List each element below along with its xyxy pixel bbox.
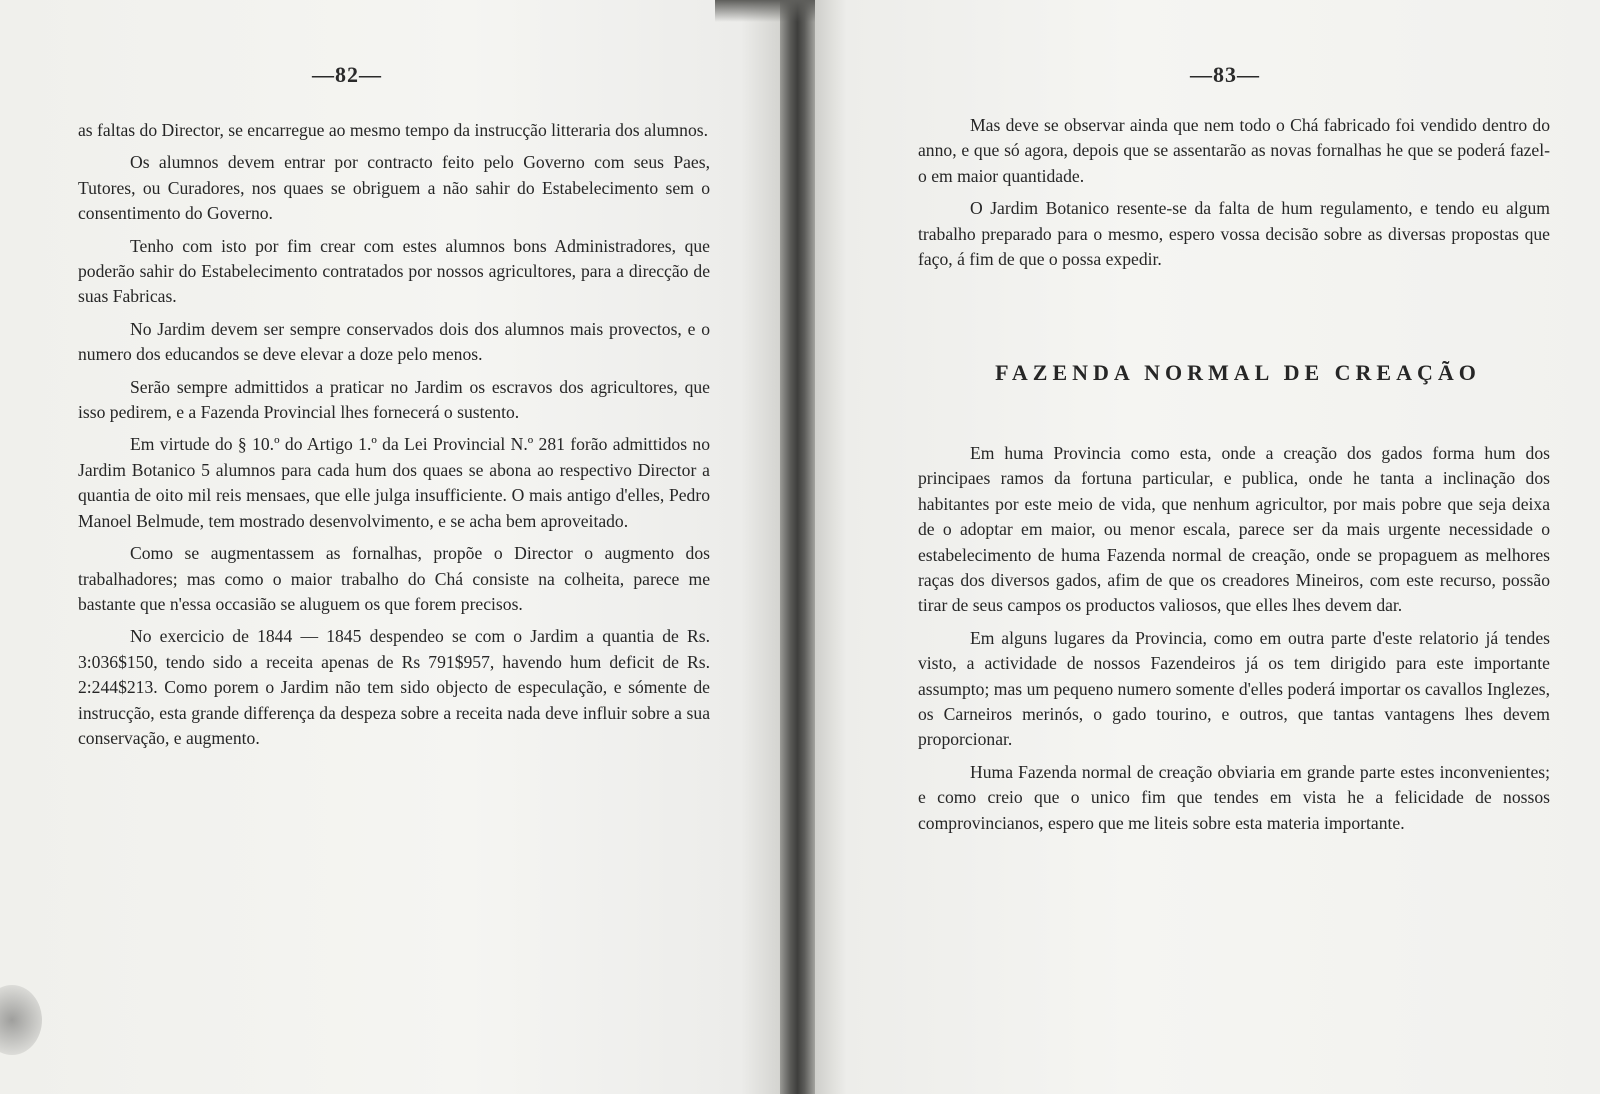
right-page-text-bottom <box>918 441 1550 843</box>
section-heading: FAZENDA NORMAL DE CREAÇÃO <box>995 360 1481 385</box>
book-gutter <box>780 0 815 1094</box>
right-paragraph-1: Mas deve se observar ainda que nem todo o Chá fabricado foi vendido dentro do anno, e que só agora, depois que se assentarão as novas fornalhas he que se poderá fazel-o em maior quantidade. <box>918 115 1550 186</box>
right-paragraph-4: Em alguns lugares da Provincia, como em outra parte d'este relatorio já tendes visto, a actividade de nossos Fazendeiros já os tem dirigido para este importante assumpto; mas um pequeno numero somente d'elles poderá importar os cavallos Inglezes, os Carneiros merinós, o gado tourino, e outros, que tantas vantagens lhes devem proporcionar. <box>918 627 1550 750</box>
left-paragraph-1: as faltas do Director, se encarregue ao mesmo tempo da instrucção litteraria dos alumnos. <box>78 120 708 140</box>
right-paragraph-2: O Jardim Botanico resente-se da falta de hum regulamento, e tendo eu algum trabalho preparado para o mesmo, espero vossa decisão sobre as diversas propostas que faço, á fim de que o possa expedir. <box>918 198 1550 270</box>
left-paragraph-7: Como se augmentassem as fornalhas, propõe o Director o augmento dos trabalhadores; mas como o maior trabalho do Chá consiste na colheita, parece me bastante que n'essa occasião se aluguem os que forem precisos. <box>78 543 710 614</box>
right-page-number: —83— <box>1190 62 1260 87</box>
left-page-number: —82— <box>312 62 382 87</box>
left-paragraph-4: No Jardim devem ser sempre conservados dois dos alumnos mais provectos, e o numero dos educandos se deve elevar a doze pelo menos. <box>78 318 710 365</box>
left-page-text <box>78 118 710 758</box>
left-paragraph-2: Os alumnos devem entrar por contracto feito pelo Governo com seus Paes, Tutores, ou Curadores, nos quaes se obriguem a não sahir do Estabelecimento sem o consentimento do Governo. <box>78 152 710 224</box>
right-page-text-top <box>918 113 1550 279</box>
right-paragraph-5: Huma Fazenda normal de creação obviaria em grande parte estes inconvenientes; e como creio que o unico fim que tendes em vista he a felicidade de nossos comprovincianos, espero que me liteis sobre esta materia importante. <box>918 761 1550 833</box>
left-paragraph-5: Serão sempre admittidos a praticar no Jardim os escravos dos agricultores, que isso pedirem, e a Fazenda Provincial lhes fornecerá o sustento. <box>78 376 710 423</box>
left-page <box>0 0 780 1094</box>
left-paragraph-6: Em virtude do § 10.º do Artigo 1.º da Lei Provincial N.º 281 forão admittidos no Jardim Botanico 5 alumnos para cada hum dos quaes se abona ao respectivo Director a quantia de oito mil reis mensaes, que elle julga insufficiente. O mais antigo d'elles, Pedro Manoel Belmude, tem mostrado desenvolvimento, e se acha bem aproveitado. <box>78 434 710 531</box>
page-stain-mark <box>0 985 42 1055</box>
left-paragraph-8: No exercicio de 1844 — 1845 despendeo se com o Jardim a quantia de Rs. 3:036$150, tendo sido a receita apenas de Rs 791$957, havendo hum deficit de Rs. 2:244$213. Como porem o Jardim não tem sido objecto de especulação, e sómente de instrucção, esta grande differença da despeza sobre a receita nada deve influir sobre a sua conservação, e augmento. <box>78 626 710 748</box>
left-paragraph-3: Tenho com isto por fim crear com estes alumnos bons Administradores, que poderão sahir do Estabelecimento contratados por nossos agricultores, para a direcção de suas Fabricas. <box>78 235 710 307</box>
right-paragraph-3: Em huma Provincia como esta, onde a creação dos gados forma hum dos principaes ramos da fortuna particular, e publica, onde he tanta a inclinação dos habitantes por este meio de vida, que nenhum agricultor, por mais pobre que seja deixa de o adoptar em maior, ou menor escala, parece ser da mais urgente necessidade o estabelecimento de huma Fazenda normal de creação, onde se propaguem as melhores raças dos diversos gados, afim de que os creadores Mineiros, com este recurso, possão tirar de seus campos os productos valiosos, que elles lhes devem dar. <box>918 443 1550 616</box>
